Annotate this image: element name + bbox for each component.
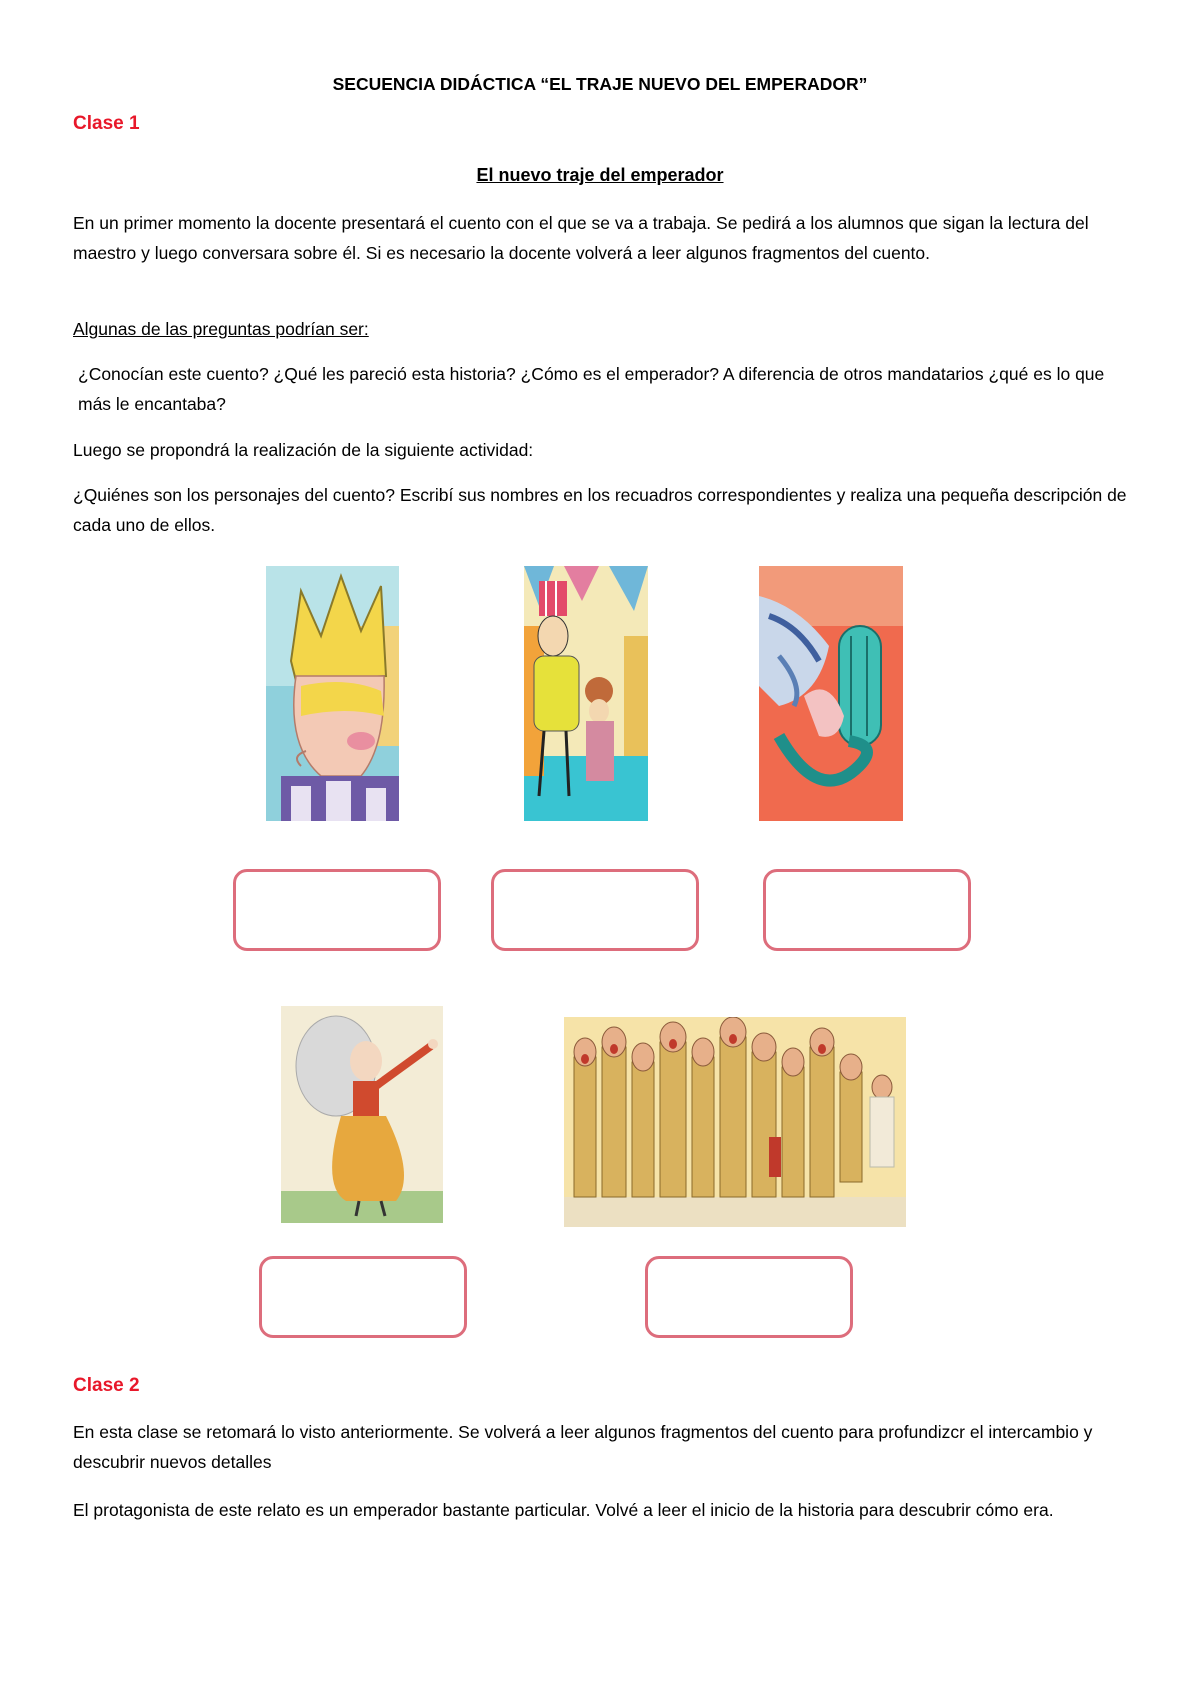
emperor-illustration [266, 566, 399, 821]
child-pointing-illustration [281, 1006, 443, 1223]
activity-intro: Luego se propondrá la realización de la siguiente actividad: [73, 440, 534, 460]
crowd-illustration [564, 1017, 906, 1227]
minister-illustration [759, 566, 903, 821]
clase-2-paragraph-1: En esta clase se retomará lo visto anteriormente. Se volverá a leer algunos fragmentos del cuento para profundizcr el intercambio y descubrir nuevos detalles [73, 1422, 1093, 1472]
character-name-box-4[interactable] [259, 1256, 467, 1338]
character-name-box-5[interactable] [645, 1256, 853, 1338]
story-subtitle: El nuevo traje del emperador [476, 165, 724, 185]
activity-paragraph: ¿Quiénes son los personajes del cuento? Escribí sus nombres en los recuadros correspondientes y realiza una pequeña descripción de cada uno de ellos. [73, 485, 1127, 535]
clase-2-heading: Clase 2 [73, 1375, 140, 1396]
questions-label: Algunas de las preguntas podrían ser: [73, 319, 369, 339]
document-title: SECUENCIA DIDÁCTICA “EL TRAJE NUEVO DEL EMPERADOR” [332, 74, 868, 94]
character-name-box-3[interactable] [763, 869, 971, 951]
intro-paragraph: En un primer momento la docente presentará el cuento con el que se va a trabaja. Se pedirá a los alumnos que sigan la lectura del maestro y luego conversara sobre él. Si es necesario la docente volverá a leer algunos fragmentos del cuento. [73, 213, 1089, 263]
character-name-box-2[interactable] [491, 869, 699, 951]
questions-paragraph: ¿Conocían este cuento? ¿Qué les pareció esta historia? ¿Cómo es el emperador? A diferencia de otros mandatarios ¿qué es lo que más le encantaba? [78, 364, 1105, 414]
weavers-illustration [524, 566, 648, 821]
clase-1-heading: Clase 1 [73, 113, 140, 134]
character-name-box-1[interactable] [233, 869, 441, 951]
clase-2-paragraph-2: El protagonista de este relato es un emperador bastante particular. Volvé a leer el inicio de la historia para descubrir cómo era. [73, 1500, 1054, 1520]
